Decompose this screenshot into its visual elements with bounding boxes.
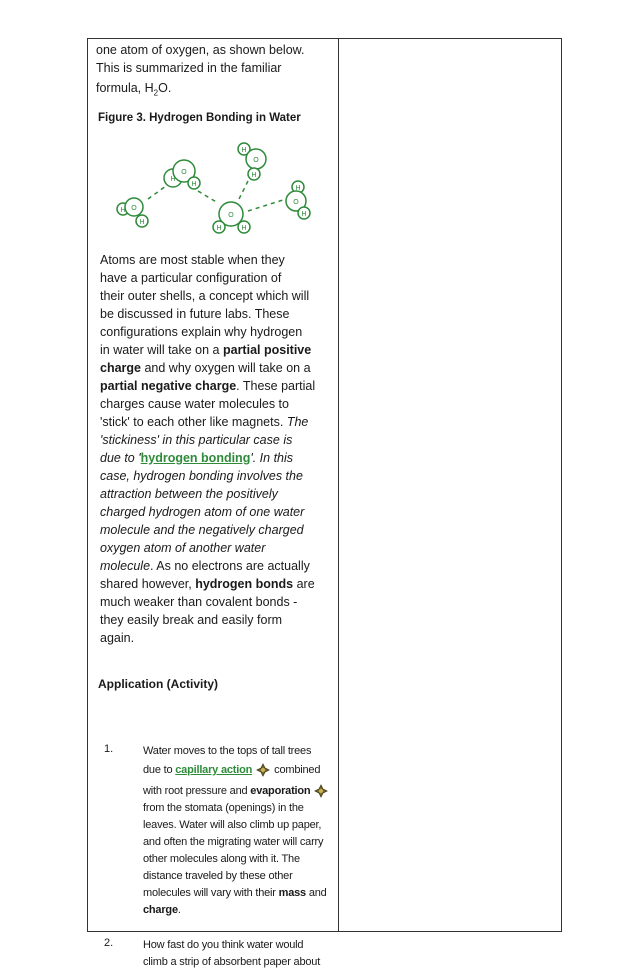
body-line: they easily break and easily form: [100, 613, 283, 627]
svg-text:H: H: [295, 185, 301, 192]
intro-line-2: This is summarized in the familiar: [96, 61, 282, 75]
body-line: shared however, hydrogen bonds are: [100, 577, 315, 591]
body-line: configurations explain why hydrogen: [100, 325, 303, 339]
svg-text:H: H: [139, 219, 145, 226]
svg-text:O: O: [181, 169, 187, 176]
body-line: charged hydrogen atom of one water: [100, 505, 305, 519]
item2-line: climb a strip of absorbent paper about: [143, 956, 321, 968]
atom-h-label: H: [120, 207, 126, 214]
svg-text:H: H: [301, 211, 307, 218]
left-column: [88, 39, 338, 968]
body-line: again.: [100, 631, 135, 645]
item-number: 1.: [104, 743, 114, 755]
item1-line: leaves. Water will also climb up paper,: [143, 819, 322, 831]
body-line: Atoms are most stable when they: [100, 253, 285, 267]
body-line: charge and why oxygen will take on a: [100, 361, 311, 375]
capillary-action-link[interactable]: capillary action: [175, 764, 253, 776]
content-table: [87, 38, 562, 968]
hydrogen-bonding-link[interactable]: hydrogen bonding: [140, 451, 251, 465]
item1-line: Water moves to the tops of tall trees: [143, 745, 312, 757]
item1-line: charge.: [143, 904, 181, 916]
body-line: much weaker than covalent bonds -: [100, 595, 298, 609]
body-line: molecule and the negatively charged: [100, 523, 304, 537]
body-line: 'stick' to each other like magnets. The: [100, 415, 309, 429]
body-line: oxygen atom of another water: [100, 541, 266, 555]
item-number: 2.: [104, 937, 114, 949]
figure-caption: Figure 3. Hydrogen Bonding in Water: [98, 112, 301, 124]
body-line: in water will take on a partial positive: [100, 343, 312, 357]
svg-text:H: H: [216, 225, 222, 232]
item1-line: molecules will vary with their mass and: [143, 887, 327, 899]
svg-text:H: H: [191, 181, 197, 188]
body-line: charges cause water molecules to: [100, 397, 289, 411]
item1-line: distance traveled by these other: [143, 870, 293, 882]
svg-text:O: O: [228, 212, 234, 219]
item1-line: and often the migrating water will carry: [143, 836, 324, 848]
body-line: partial negative charge. These partial: [100, 379, 316, 393]
atom-o-label: O: [131, 205, 137, 212]
body-line: 'stickiness' in this particular case is: [100, 433, 293, 447]
intro-line-3: formula, $H_2O$.: [96, 81, 172, 98]
body-line: due to 'hydrogen bonding'. In this: [100, 451, 294, 465]
svg-text:O: O: [293, 199, 299, 206]
body-line: be discussed in future labs. These: [100, 307, 290, 321]
body-line: have a particular configuration of: [100, 271, 282, 285]
item1-line: other molecules along with it. The: [143, 853, 300, 865]
svg-text:H: H: [241, 225, 247, 232]
item2-line: How fast do you think water would: [143, 939, 304, 951]
body-line: molecule. As no electrons are actually: [100, 559, 310, 573]
reference-pin-icon[interactable]: [256, 763, 270, 777]
body-line: their outer shells, a concept which will: [100, 289, 310, 303]
item1-line: due to capillary action combined: [143, 764, 321, 776]
water-molecules-figure: [98, 141, 328, 251]
svg-text:H: H: [251, 172, 257, 179]
intro-line-1: one atom of oxygen, as shown below.: [96, 43, 305, 57]
column-divider: [338, 39, 339, 931]
reference-pin-icon[interactable]: [314, 784, 328, 798]
svg-text:H: H: [170, 176, 176, 183]
application-heading: Application (Activity): [98, 677, 219, 691]
svg-text:O: O: [253, 157, 259, 164]
body-line: attraction between the positively: [100, 487, 278, 501]
item1-line: from the stomata (openings) in the: [143, 802, 304, 814]
body-line: case, hydrogen bonding involves the: [100, 469, 303, 483]
item1-line: with root pressure and evaporation: [143, 783, 332, 800]
svg-text:H: H: [241, 147, 247, 154]
